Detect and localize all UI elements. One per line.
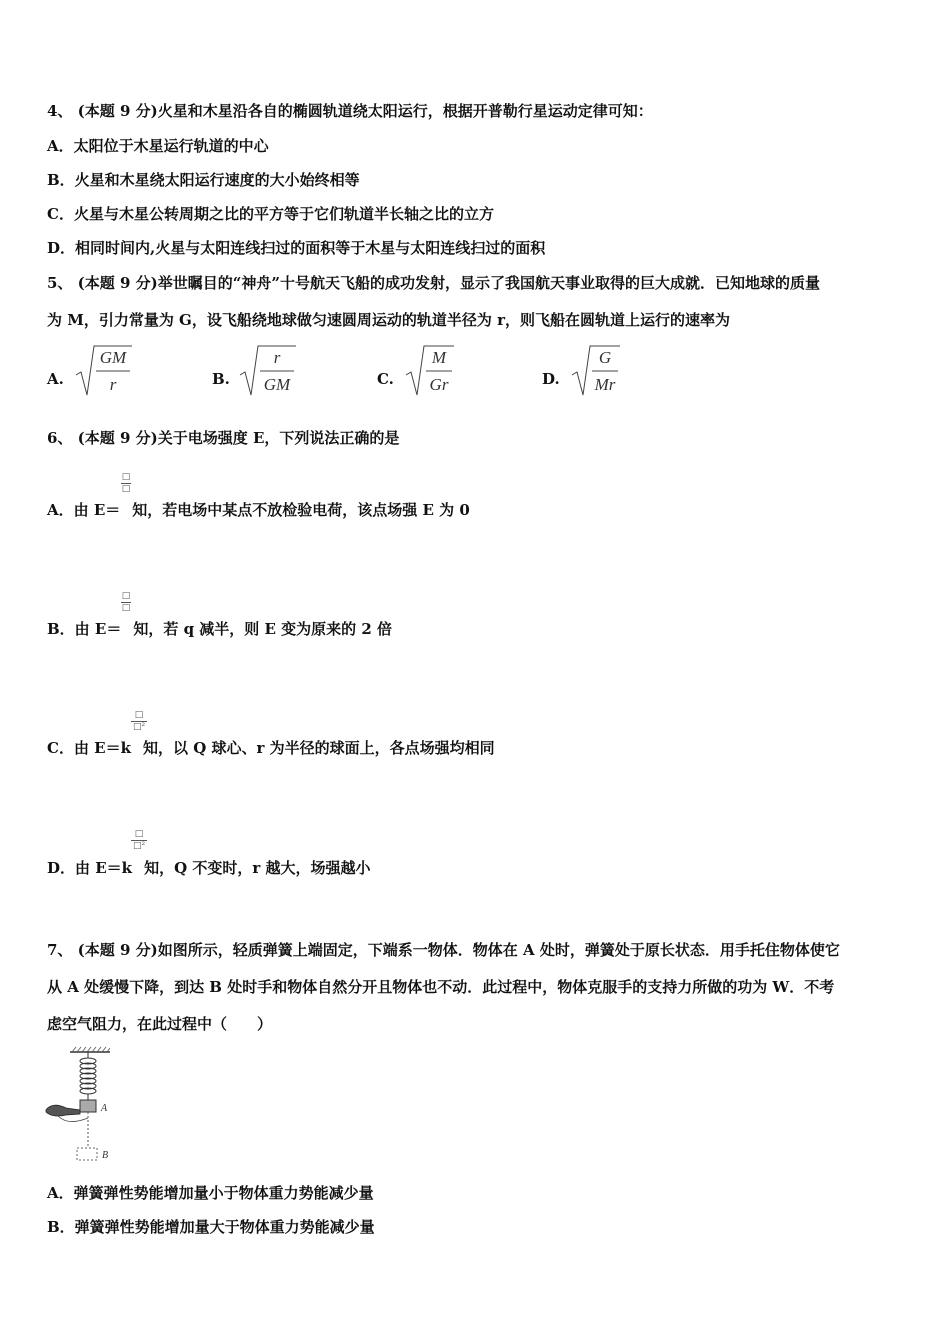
q5-option-a-den: r [109, 375, 117, 394]
q6-option-a [47, 500, 470, 520]
figure-label-b: B [102, 1150, 109, 1161]
q7-stem-line1: 7、 (本题 9 分)如图所示，轻质弹簧上端固定，下端系一物体．物体在 A 处时，弹簧处于原长状态．用手托住物体使它 [47, 941, 840, 959]
q5-option-c-den: Gr [429, 375, 449, 394]
q4-option-d: D．相同时间内,火星与太阳连线扫过的面积等于木星与太阳连线扫过的面积 [47, 239, 546, 257]
q5-stem-line2: 为 M，引力常量为 G，设飞船绕地球做匀速圆周运动的轨道半径为 r，则飞船在圆轨道上运行的速率为 [47, 311, 730, 329]
q6-option-b-fraction [121, 592, 131, 613]
q6-option-a-prefix: A．由 E＝ [47, 501, 121, 519]
q5-option-c-label: C. [377, 370, 394, 388]
q5-option-d-den: Mr [594, 375, 616, 394]
q7-option-b: B．弹簧弹性势能增加量大于物体重力势能减少量 [47, 1218, 375, 1236]
q6-option-d-frac-num: □ [134, 829, 144, 839]
q5-option-d-label: D. [542, 370, 560, 388]
q5-option-a-label: A. [47, 370, 64, 388]
spring-figure [44, 1044, 124, 1168]
q4-stem: 4、 (本题 9 分)火星和木星沿各自的椭圆轨道绕太阳运行，根据开普勒行星运动定律可知： [47, 102, 653, 120]
q6-option-d-fraction [131, 830, 147, 851]
q5-option-b-formula [238, 343, 298, 403]
q7-stem-line2: 从 A 处缓慢下降，到达 B 处时手和物体自然分开且物体也不动．此过程中，物体克服手的支持力所做的功为 W．不考 [47, 978, 835, 996]
q6-option-a-fraction [121, 473, 131, 494]
q5-option-b-num: r [273, 348, 281, 367]
q4-option-b: B．火星和木星绕太阳运行速度的大小始终相等 [47, 171, 360, 189]
q4-option-a: A．太阳位于木星运行轨道的中心 [47, 137, 269, 155]
q6-option-d [47, 858, 370, 878]
q6-option-a-frac-num: □ [121, 472, 131, 482]
q5-option-b-label: B. [212, 370, 230, 388]
q6-option-c-frac-den: □² [132, 722, 146, 732]
q6-option-c-suffix: 知，以 Q 球心、r 为半径的球面上，各点场强均相同 [143, 739, 495, 757]
q6-option-b [47, 619, 392, 639]
q7-option-a: A．弹簧弹性势能增加量小于物体重力势能减少量 [47, 1184, 374, 1202]
q6-option-b-prefix: B．由 E＝ [47, 620, 122, 638]
q6-option-c-fraction [131, 711, 147, 732]
q6-option-b-suffix: 知，若 q 减半，则 E 变为原来的 2 倍 [133, 620, 393, 638]
q6-option-b-frac-den: □ [121, 603, 131, 613]
q7-stem-line3: 虑空气阻力，在此过程中（ ） [47, 1015, 273, 1033]
q5-option-c-formula [404, 343, 456, 403]
q6-stem: 6、 (本题 9 分)关于电场强度 E，下列说法正确的是 [47, 429, 400, 447]
q5-stem-line1: 5、 (本题 9 分)举世瞩目的“神舟”十号航天飞船的成功发射，显示了我国航天事业取得的巨大成就．已知地球的质量 [47, 274, 820, 292]
figure-label-a: A [101, 1103, 108, 1114]
q6-option-d-suffix: 知，Q 不变时，r 越大，场强越小 [144, 859, 371, 877]
q6-option-c [47, 738, 495, 758]
q5-option-d-formula [570, 343, 622, 403]
q5-option-a-num: GM [99, 348, 127, 367]
q6-option-d-frac-den: □² [132, 841, 146, 851]
q5-option-b-den: GM [263, 375, 291, 394]
q6-option-a-suffix: 知，若电场中某点不放检验电荷，该点场强 E 为 0 [132, 501, 470, 519]
q6-option-b-frac-num: □ [121, 591, 131, 601]
q5-option-a-formula [74, 343, 134, 403]
q6-option-c-frac-num: □ [134, 710, 144, 720]
q5-option-d-num: G [598, 348, 612, 367]
q6-option-a-frac-den: □ [121, 484, 131, 494]
q4-option-c: C．火星与木星公转周期之比的平方等于它们轨道半长轴之比的立方 [47, 205, 494, 223]
q6-option-c-prefix: C．由 E＝k [47, 739, 131, 757]
q6-option-d-prefix: D．由 E＝k [47, 859, 133, 877]
q5-option-c-num: M [431, 348, 447, 367]
